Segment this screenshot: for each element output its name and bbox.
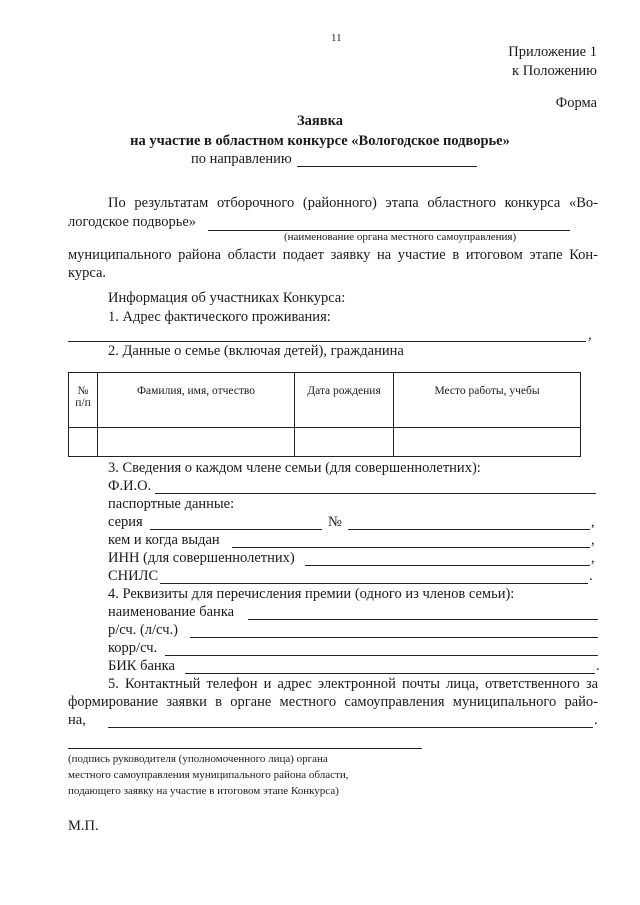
- family-data-label: 2. Данные о семье (включая детей), гражданина: [108, 343, 404, 359]
- inn-field[interactable]: [305, 565, 590, 566]
- signature-field[interactable]: [68, 748, 422, 749]
- org-name-caption: (наименование органа местного самоуправления): [284, 231, 517, 243]
- col-work-header: Место работы, учебы: [394, 373, 581, 428]
- intro-line4: курса.: [68, 265, 107, 281]
- signature-caption-line3: подающего заявку на участие в итоговом этапе Конкурса): [68, 785, 339, 797]
- series-field[interactable]: [150, 529, 322, 530]
- series-comma: ,: [591, 514, 595, 530]
- title-line2: на участие в областном конкурсе «Вологодское подворье»: [130, 133, 510, 149]
- table-cell[interactable]: [295, 428, 394, 457]
- direction-field[interactable]: [297, 166, 477, 167]
- section5-line1: 5. Контактный телефон и адрес электронной почты лица, ответственного за: [108, 676, 598, 692]
- page-number: 11: [331, 32, 342, 44]
- participants-heading: Информация об участниках Конкурса:: [108, 290, 346, 306]
- stamp-label: М.П.: [68, 818, 99, 834]
- intro-line1: По результатам отборочного (районного) этапа областного конкурса «Во-: [108, 195, 598, 211]
- bank-field[interactable]: [248, 619, 598, 620]
- issued-label: кем и когда выдан: [108, 532, 220, 548]
- section4-heading: 4. Реквизиты для перечисления премии (одного из членов семьи):: [108, 586, 515, 602]
- family-table: [68, 372, 581, 457]
- appendix-line2: к Положению: [512, 63, 597, 79]
- bank-label: наименование банка: [108, 604, 235, 620]
- series-label: серия: [108, 514, 143, 530]
- fio-field[interactable]: [155, 493, 596, 494]
- bik-label: БИК банка: [108, 658, 175, 674]
- intro-line2: логодское подворье»: [68, 214, 197, 230]
- col-name-header: Фамилия, имя, отчество: [98, 373, 295, 428]
- col-birthdate-header: Дата рождения: [295, 373, 394, 428]
- section5-line3: на,: [68, 712, 86, 728]
- address-label: 1. Адрес фактического проживания:: [108, 309, 331, 325]
- table-cell[interactable]: [98, 428, 295, 457]
- table-cell[interactable]: [69, 428, 98, 457]
- table-cell[interactable]: [394, 428, 581, 457]
- bik-field[interactable]: [185, 673, 595, 674]
- intro-line3: муниципального района области подает заявку на участие в итоговом этапе Кон-: [68, 247, 598, 263]
- form-label: Форма: [555, 95, 597, 111]
- corr-field[interactable]: [165, 655, 598, 656]
- fio-label: Ф.И.О.: [108, 478, 152, 494]
- section3-heading: 3. Сведения о каждом члене семьи (для совершеннолетних):: [108, 460, 481, 476]
- contact-field[interactable]: [108, 727, 593, 728]
- issued-field[interactable]: [232, 547, 590, 548]
- number-sign: №: [328, 514, 342, 530]
- appendix-line1: Приложение 1: [508, 44, 597, 60]
- issued-comma: ,: [591, 532, 595, 548]
- passport-number-field[interactable]: [348, 529, 590, 530]
- passport-label: паспортные данные:: [108, 496, 235, 512]
- snils-label: СНИЛС: [108, 568, 159, 584]
- corr-label: корр/сч.: [108, 640, 158, 656]
- address-field[interactable]: [68, 341, 586, 342]
- snils-field[interactable]: [160, 583, 588, 584]
- signature-caption-line1: (подпись руководителя (уполномоченного лица) органа: [68, 753, 328, 765]
- address-comma: ,: [588, 327, 592, 343]
- account-label: р/сч. (л/сч.): [108, 622, 178, 638]
- contact-period: .: [594, 712, 598, 728]
- section5-line2: формирование заявки в органе местного самоуправления муниципального райо-: [68, 694, 598, 710]
- title-line1: Заявка: [297, 113, 343, 129]
- bik-period: .: [596, 658, 600, 674]
- inn-label: ИНН (для совершеннолетних): [108, 550, 295, 566]
- snils-period: .: [589, 568, 593, 584]
- col-number-header: № п/п: [69, 373, 98, 428]
- inn-comma: ,: [591, 550, 595, 566]
- table-row: [69, 428, 581, 457]
- direction-label: по направлению: [191, 151, 292, 167]
- signature-caption-line2: местного самоуправления муниципального района области,: [68, 769, 349, 781]
- account-field[interactable]: [190, 637, 598, 638]
